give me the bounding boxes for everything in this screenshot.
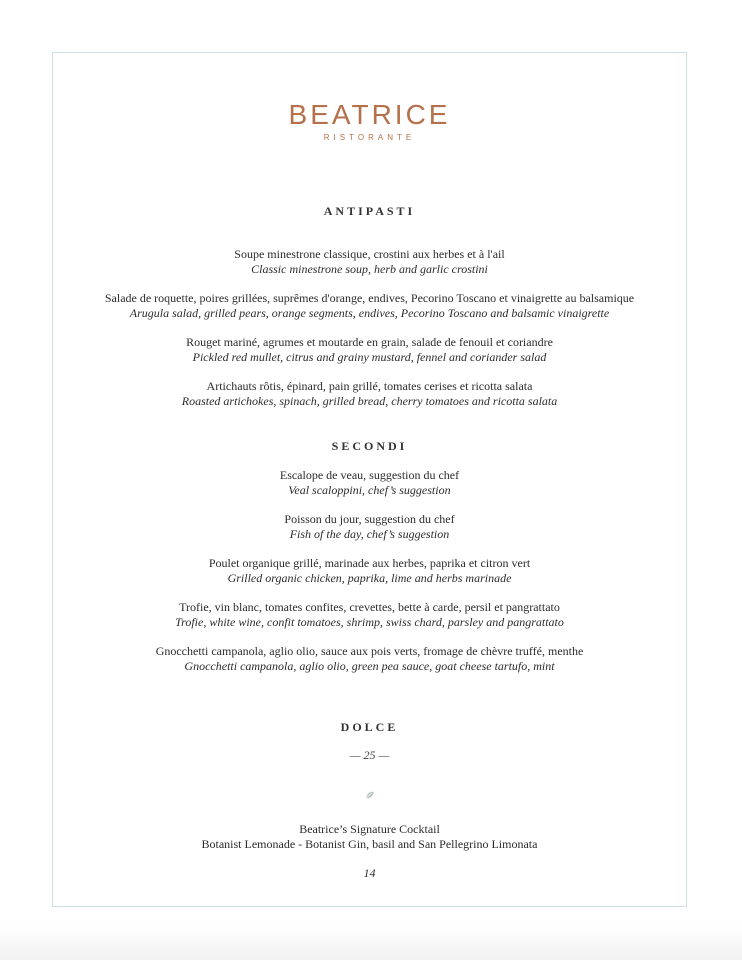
menu-item bbox=[53, 335, 686, 365]
menu-item-french: Poulet organique grillé, marinade aux herbes, paprika et citron vert bbox=[208, 556, 531, 570]
restaurant-subtitle: RISTORANTE bbox=[323, 133, 416, 142]
dolce-price: — 25 — bbox=[349, 748, 390, 762]
menu-item-french: Artichauts rôtis, épinard, pain grillé, tomates cerises et ricotta salata bbox=[206, 379, 533, 393]
menu-item bbox=[53, 291, 686, 321]
menu-item bbox=[53, 379, 686, 409]
menu-item-english: Trofie, white wine, confit tomatoes, shrimp, swiss chard, parsley and pangrattato bbox=[175, 615, 564, 629]
menu-item-french: Salade de roquette, poires grillées, suprêmes d'orange, endives, Pecorino Toscano et vinaigrette au balsamique bbox=[104, 291, 635, 305]
section-title-antipasti: ANTIPASTI bbox=[323, 204, 416, 218]
menu-item bbox=[53, 247, 686, 277]
menu-item bbox=[53, 468, 686, 498]
menu-page bbox=[52, 52, 687, 907]
menu-item-english: Grilled organic chicken, paprika, lime and herbs marinade bbox=[227, 571, 512, 585]
section-title-dolce: DOLCE bbox=[340, 720, 399, 734]
cocktail-description: Botanist Lemonade - Botanist Gin, basil and San Pellegrino Limonata bbox=[201, 837, 538, 851]
restaurant-name: BEATRICE bbox=[288, 99, 451, 130]
cocktail-title: Beatrice’s Signature Cocktail bbox=[299, 822, 440, 836]
menu-item-english: Gnocchetti campanola, aglio olio, green pea sauce, goat cheese tartufo, mint bbox=[184, 659, 555, 673]
signature-cocktail bbox=[53, 822, 686, 852]
menu-item-english: Arugula salad, grilled pears, orange segments, endives, Pecorino Toscano and balsamic vinaigrette bbox=[129, 306, 610, 320]
leaf-icon bbox=[365, 790, 375, 800]
menu-item bbox=[53, 600, 686, 630]
menu-item-english: Pickled red mullet, citrus and grainy mustard, fennel and coriander salad bbox=[192, 350, 547, 364]
menu-item bbox=[53, 644, 686, 674]
menu-item-french: Poisson du jour, suggestion du chef bbox=[284, 512, 455, 526]
menu-item bbox=[53, 556, 686, 586]
menu-item-french: Gnocchetti campanola, aglio olio, sauce aux pois verts, fromage de chèvre truffé, menthe bbox=[155, 644, 584, 658]
menu-item-french: Rouget mariné, agrumes et moutarde en grain, salade de fenouil et coriandre bbox=[186, 335, 553, 349]
menu-item-french: Trofie, vin blanc, tomates confites, crevettes, bette à carde, persil et pangrattato bbox=[179, 600, 560, 614]
page-number: 14 bbox=[363, 866, 376, 880]
menu-item-french: Soupe minestrone classique, crostini aux herbes et à l'ail bbox=[234, 247, 505, 261]
section-title-secondi: SECONDI bbox=[331, 439, 408, 453]
menu-item-english: Classic minestrone soup, herb and garlic crostini bbox=[251, 262, 488, 276]
menu-item-french: Escalope de veau, suggestion du chef bbox=[279, 468, 460, 482]
menu-item bbox=[53, 512, 686, 542]
menu-item-english: Veal scaloppini, chef’s suggestion bbox=[288, 483, 451, 497]
menu-item-english: Fish of the day, chef’s suggestion bbox=[289, 527, 450, 541]
menu-item-english: Roasted artichokes, spinach, grilled bread, cherry tomatoes and ricotta salata bbox=[181, 394, 558, 408]
